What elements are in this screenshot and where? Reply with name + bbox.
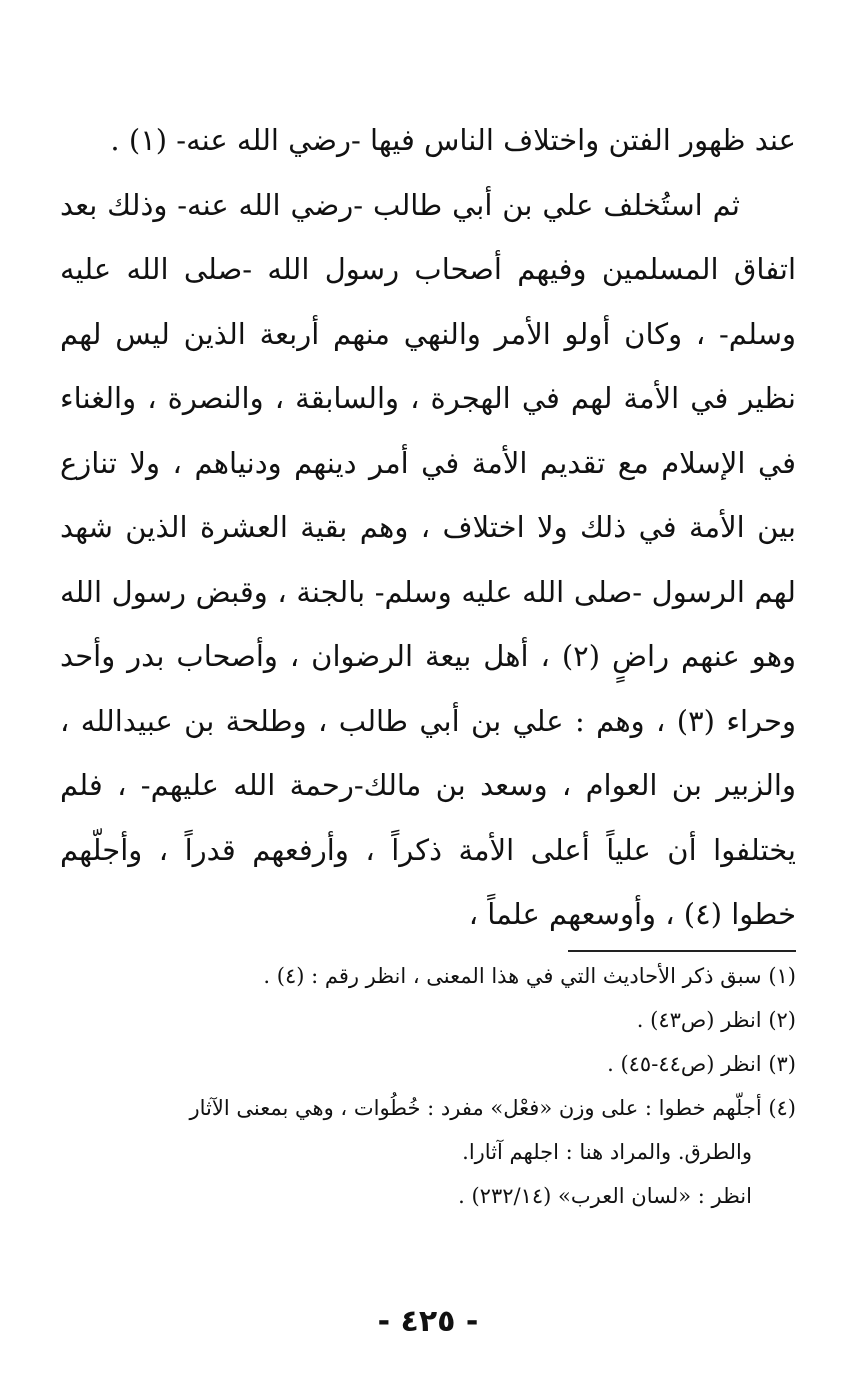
book-page — [60, 108, 796, 1338]
main-text-block — [60, 108, 796, 947]
footnote-3: (٣) انظر (ص٤٤-٤٥) . — [607, 1052, 796, 1076]
page-number: - ٤٢٥ - — [377, 1304, 479, 1339]
opening-line: عند ظهور الفتن واختلاف الناس فيها -رضي الله عنه- (١) . — [110, 123, 796, 157]
footnote-4: (٤) أجلّهم خطوا : على وزن «فعْل» مفرد : خُطُوات ، وهي بمعنى الآثار — [189, 1096, 796, 1120]
main-paragraph: ثم استُخلف علي بن أبي طالب -رضي الله عنه- وذلك بعد اتفاق المسلمين وفيهم أصحاب رسول الله -صلى الله عليه وسلم- ، وكان أولو الأمر والنهي منهم أربعة الذين ليس لهم نظير في الأمة لهم في الهجرة ، والسابقة ، والنصرة ، والغناء في الإسلام مع تقديم الأمة في أمر دينهم ودنياهم ، ولا تنازع بين الأمة في ذلك ولا اختلاف ، وهم بقية العشرة الذين شهد لهم الرسول -صلى الله عليه وسلم- بالجنة ، وقبض رسول الله وهو عنهم راضٍ (٢) ، أهل بيعة الرضوان ، وأصحاب بدر وأحد وحراء (٣) ، وهم : علي بن أبي طالب ، وطلحة بن عبيدالله ، والزبير بن العوام ، وسعد بن مالك-رحمة الله عليهم- ، فلم يختلفوا أن علياً أعلى الأمة ذكراً ، وأرفعهم قدراً ، وأجلّهم خطوا (٤) ، وأوسعهم علماً ، — [60, 187, 796, 931]
footnote-divider — [568, 950, 796, 952]
footnote-1: (١) سبق ذكر الأحاديث التي في هذا المعنى ، انظر رقم : (٤) . — [263, 964, 796, 988]
footnote-4-continuation: والطرق. والمراد هنا : اجلهم آثارا. — [462, 1140, 752, 1164]
footnote-2: (٢) انظر (ص٤٣) . — [636, 1008, 796, 1032]
footnotes-section — [60, 954, 796, 1218]
footnote-4-reference: انظر : «لسان العرب» (٢٣٢/١٤) . — [458, 1184, 752, 1208]
